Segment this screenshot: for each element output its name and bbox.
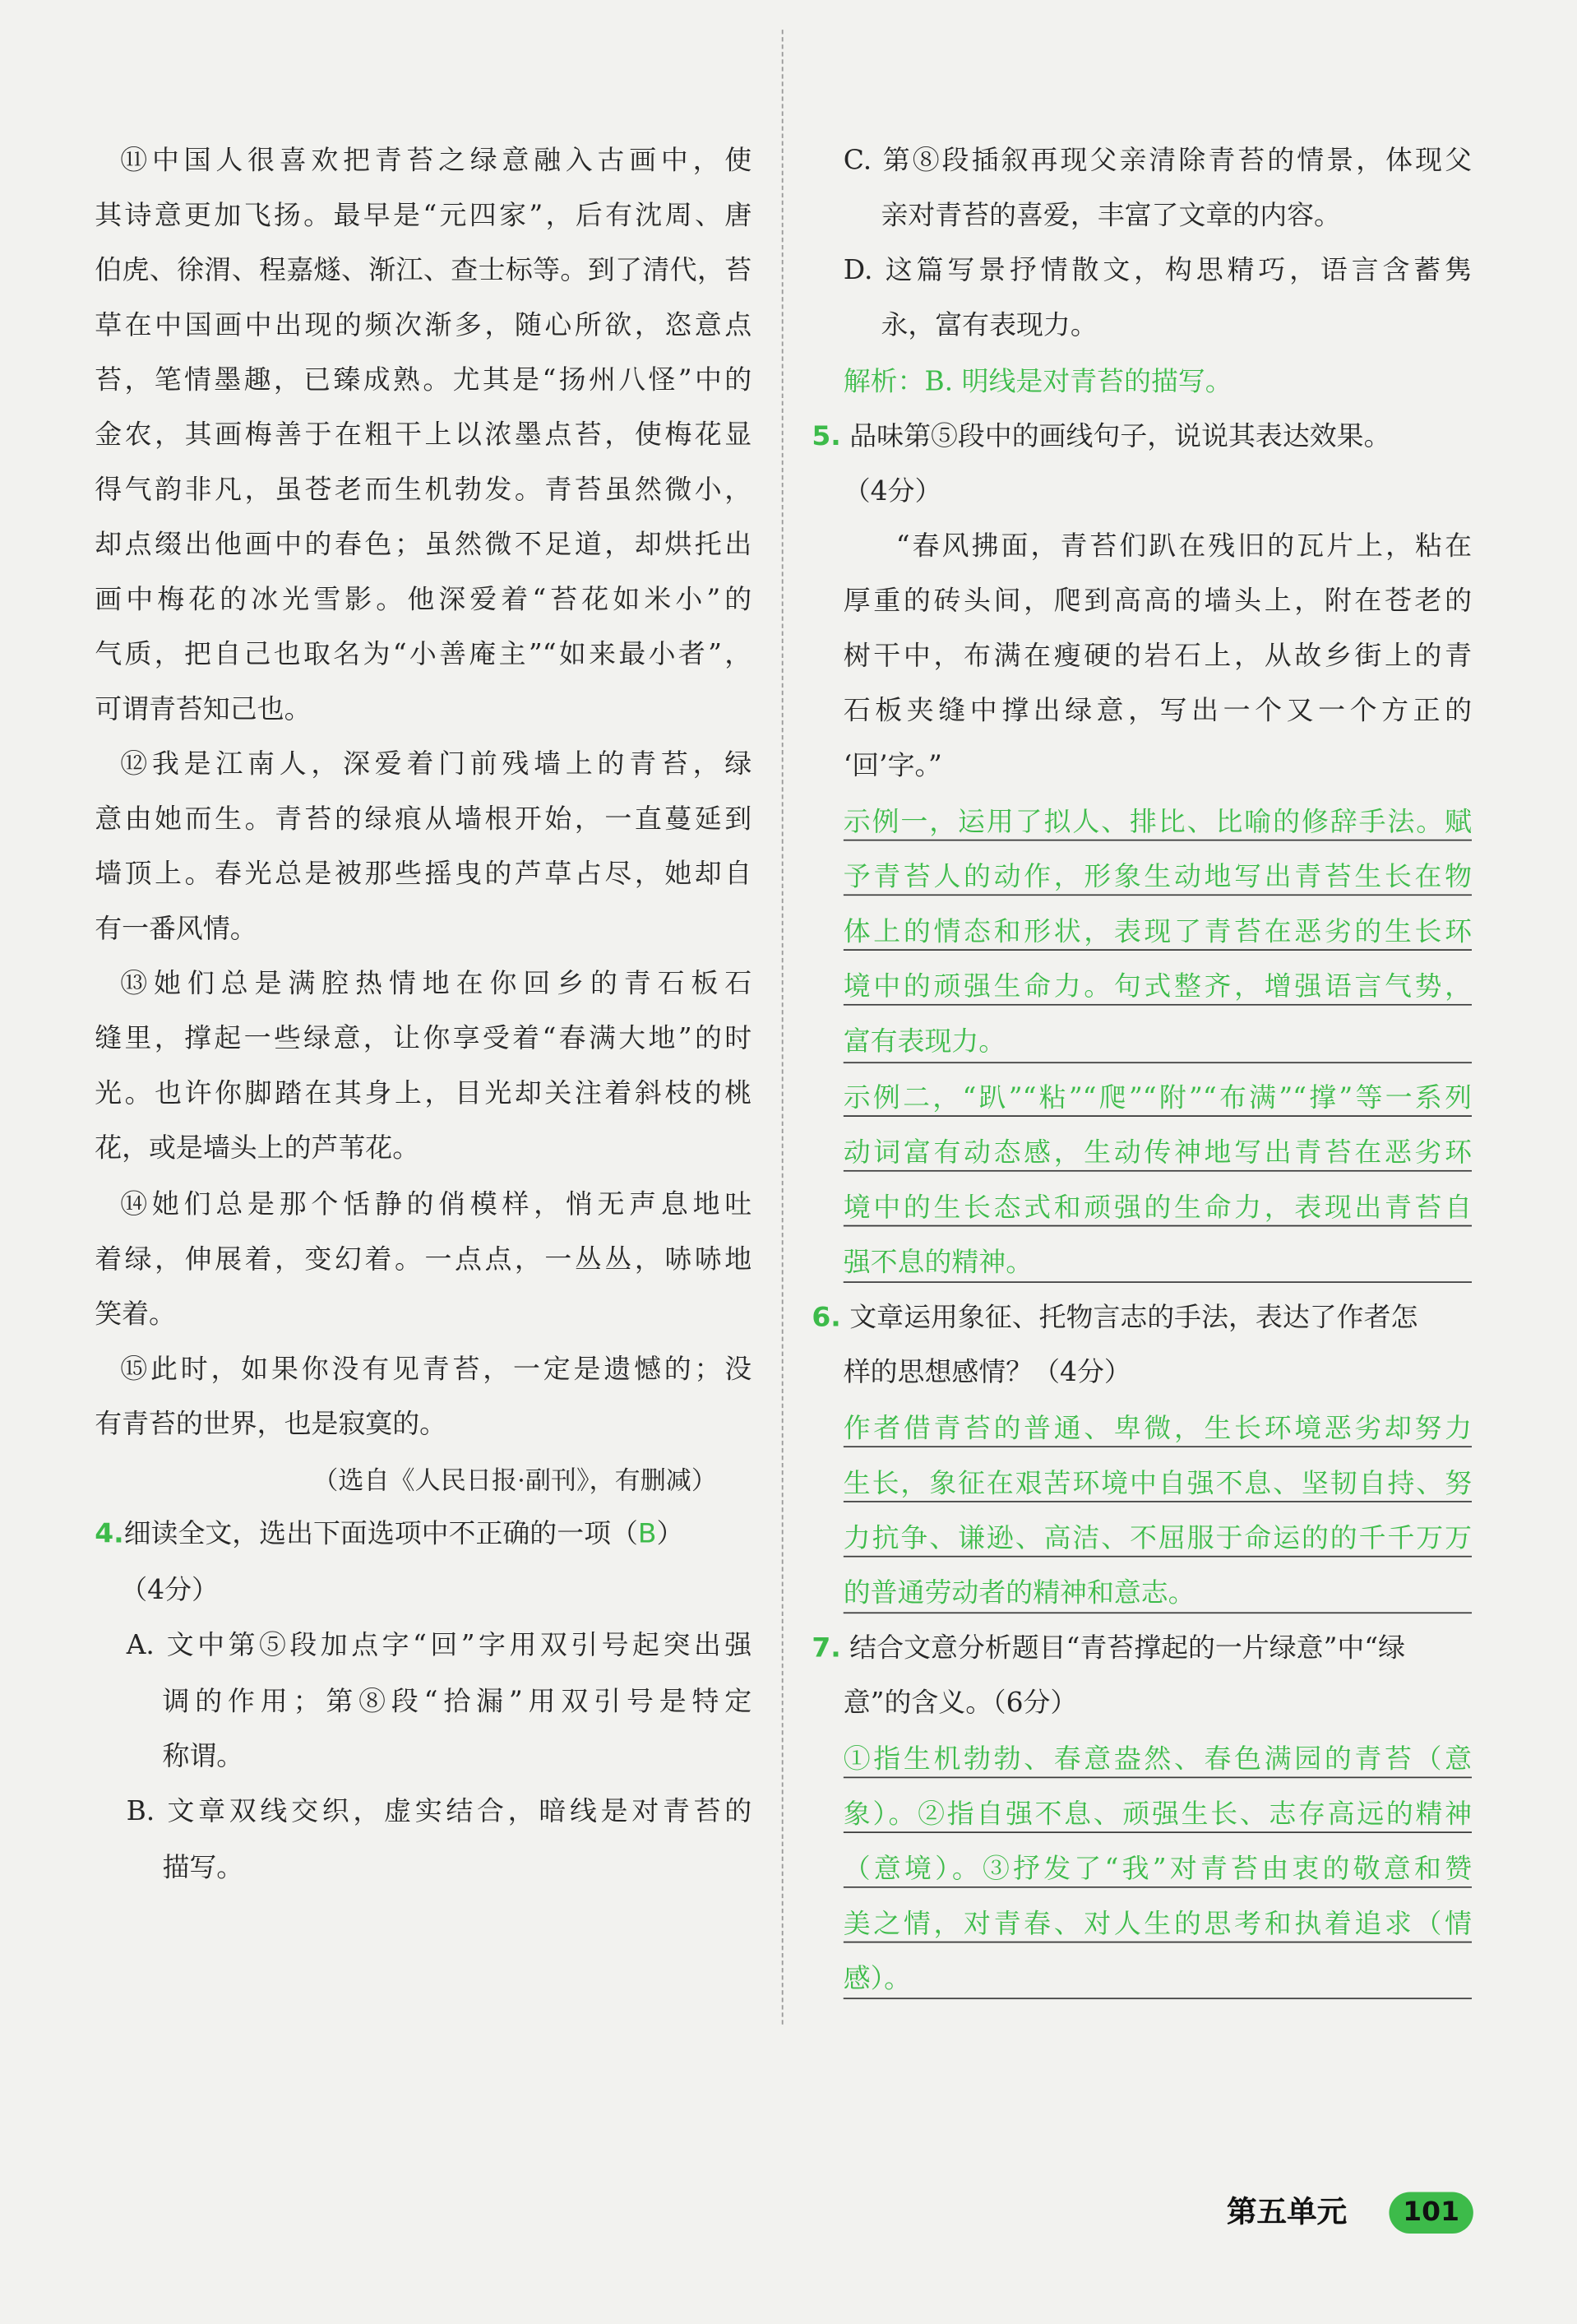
text-line: ⑬她们总是满腔热情地在你回乡的青石板石 — [120, 968, 752, 1000]
text-line: 却点缀出他画中的春色；虽然微不足道，却烘托出 — [95, 529, 752, 561]
text-line: B. 文章双线交织，虚实结合，暗线是对青苔的 — [126, 1795, 752, 1827]
source-citation: （选自《人民日报·副刊》，有删减） — [312, 1466, 717, 1497]
answer-line: 予青苔人的动作，形象生动地写出青苔生长在物 — [844, 862, 1472, 896]
question-text: 结合文意分析题目“青苔撑起的一片绿意”中“绿 — [849, 1632, 1406, 1664]
text-line: 有一番风情。 — [95, 913, 257, 945]
answer-line: 生长，象征在艰苦环境中自强不息、坚韧自持、努 — [844, 1468, 1472, 1502]
answer-line: 的普通劳动者的精神和意志。 — [843, 1577, 1195, 1609]
question-score: （4分） — [843, 475, 942, 507]
text-line: 石板夹缝中撑出绿意，写出一个又一个方正的 — [843, 695, 1473, 727]
answer-line: 象）。②指自强不息、顽强生长、志存高远的精神 — [844, 1799, 1472, 1833]
answer-line: 境中的生长态式和顽强的生命力，表现出青苔自 — [844, 1192, 1472, 1226]
answer-rule — [844, 1281, 1472, 1283]
answer-line: 美之情，对青春、对人生的思考和执着追求（情 — [844, 1909, 1472, 1942]
answer-line: 强不息的精神。 — [843, 1247, 1034, 1279]
text-line: ⑭她们总是那个恬静的俏模样，悄无声息地吐 — [120, 1189, 752, 1221]
answer-rule — [844, 1998, 1472, 1999]
text-line: 树干中，布满在瘦硬的岩石上，从故乡街上的青 — [843, 641, 1473, 672]
text-line: 其诗意更加飞扬。最早是“元四家”，后有沈周、唐 — [95, 200, 752, 232]
text-line: ⑪中国人很喜欢把青苔之绿意融入古画中，使 — [120, 145, 752, 177]
text-line: 可谓青苔知己也。 — [95, 694, 312, 725]
page-number-badge: 101 — [1389, 2192, 1473, 2233]
question-number: 7. — [812, 1632, 841, 1664]
answer-line: 动词富有动态感，生动传神地写出青苔在恶劣环 — [844, 1137, 1472, 1171]
text-line: ‘回’字。” — [843, 750, 942, 782]
answer-line: 力抗争、谦逊、高洁、不屈服于命运的的千千万万 — [844, 1523, 1472, 1557]
question-text: 品味第⑤段中的画线句子，说说其表达效果。 — [849, 421, 1391, 453]
answer-line: （意境）。③抒发了“我”对青苔由衷的敬意和赞 — [844, 1854, 1472, 1887]
answer-line: 境中的顽强生命力。句式整齐，增强语言气势， — [844, 971, 1472, 1005]
text-line: 苔，笔情墨趣，已臻成熟。尤其是“扬州八怪”中的 — [95, 364, 752, 396]
text-line: ⑫我是江南人，深爱着门前残墙上的青苔，绿 — [120, 748, 752, 780]
question-text: 样的思想感情？（4分） — [843, 1357, 1131, 1389]
text-line: 得气韵非凡，虽苍老而生机勃发。青苔虽然微小， — [95, 475, 752, 506]
answer-line: 感）。 — [843, 1963, 912, 1995]
text-line: 画中梅花的冰光雪影。他深爱着“苔花如米小”的 — [95, 584, 752, 616]
text-line: 亲对青苔的喜爱，丰富了文章的内容。 — [881, 200, 1341, 232]
text-line: 墙顶上。春光总是被那些摇曳的芦草占尽，她却自 — [95, 859, 752, 891]
answer-line: ①指生机勃勃、春意盎然、春色满园的青苔（意 — [844, 1744, 1472, 1778]
text-line: A. 文中第⑤段加点字“回”字用双引号起突出强 — [126, 1629, 752, 1661]
answer-analysis: 解析：B. 明线是对青苔的描写。 — [843, 366, 1232, 398]
text-line: ⑮此时，如果你没有见青苔，一定是遗憾的；没 — [120, 1354, 752, 1386]
text-line: 意由她而生。青苔的绿痕从墙根开始，一直蔓延到 — [95, 803, 752, 836]
column-divider — [782, 30, 784, 2025]
text-line: “春风拂面，青苔们趴在残旧的瓦片上，粘在 — [895, 530, 1473, 562]
text-line: 有青苔的世界，也是寂寞的。 — [95, 1409, 447, 1441]
unit-label: 第五单元 — [1226, 2193, 1348, 2229]
text-line: C. 第⑧段插叙再现父亲清除青苔的情景，体现父 — [843, 145, 1473, 177]
question-text: 文章运用象征、托物言志的手法，表达了作者怎 — [849, 1302, 1418, 1334]
question-close: ） — [656, 1518, 684, 1550]
text-line: 厚重的砖头间，爬到高高的墙头上，附在苍老的 — [843, 586, 1473, 618]
text-line: 光。也许你脚踏在其身上，目光却关注着斜枝的桃 — [95, 1078, 752, 1109]
text-line: 称谓。 — [162, 1741, 244, 1773]
answer-choice: B — [637, 1518, 657, 1550]
answer-line: 示例一，运用了拟人、排比、比喻的修辞手法。赋 — [844, 807, 1472, 840]
text-line: 永，富有表现力。 — [881, 309, 1098, 341]
text-line: 气质，把自己也取名为“小善庵主”“如来最小者”， — [95, 639, 752, 671]
text-line: 笑着。 — [95, 1299, 176, 1331]
text-line: 缝里，撑起一些绿意，让你享受着“春满大地”的时 — [95, 1023, 752, 1055]
text-line: 草在中国画中出现的频次渐多，随心所欲，恣意点 — [95, 309, 752, 341]
text-line: 描写。 — [162, 1852, 244, 1884]
text-line: D. 这篇写景抒情散文，构思精巧，语言含蓄隽 — [843, 255, 1473, 287]
answer-rule — [844, 1612, 1472, 1613]
question-number: 6. — [812, 1302, 841, 1334]
text-line: 着绿，伸展着，变幻着。一点点，一丛丛，哧哧地 — [95, 1244, 752, 1275]
question-score: （4分） — [120, 1575, 219, 1607]
answer-line: 体上的情态和形状，表现了青苔在恶劣的生长环 — [844, 917, 1472, 951]
answer-line: 富有表现力。 — [843, 1025, 1006, 1058]
answer-line: 示例二，“趴”“粘”“爬”“附”“布满”“撑”等一系列 — [844, 1083, 1472, 1117]
text-line: 调的作用；第⑧段“拾漏”用双引号是特定 — [162, 1686, 752, 1718]
answer-line: 作者借青苔的普通、卑微，生长环境恶劣却努力 — [844, 1414, 1472, 1447]
question-text: 细读全文，选出下面选项中不正确的一项（ — [123, 1518, 638, 1550]
answer-rule — [844, 1062, 1472, 1063]
question-number: 4. — [95, 1518, 124, 1550]
question-text: 意”的含义。（6分） — [843, 1687, 1078, 1720]
text-line: 金农，其画梅善于在粗干上以浓墨点苔，使梅花显 — [95, 419, 752, 451]
question-number: 5. — [812, 421, 841, 453]
text-line: 花，或是墙头上的芦苇花。 — [95, 1132, 420, 1164]
text-line: 伯虎、徐渭、程嘉燧、渐江、查士标等。到了清代，苔 — [95, 255, 752, 287]
